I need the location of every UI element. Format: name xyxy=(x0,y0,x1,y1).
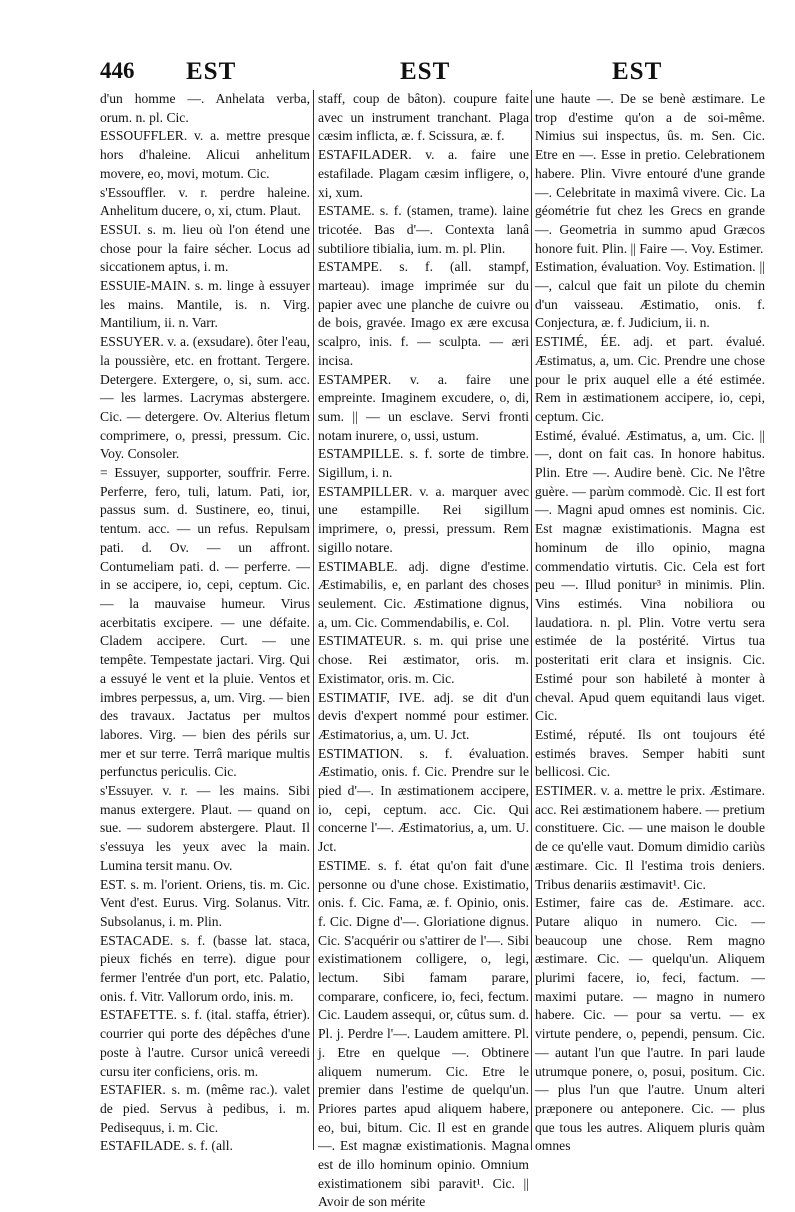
dictionary-entry: ESTIMER. v. a. mettre le prix. Æstimare. acc. Rei æstimationem habere. — pretium constituere. Cic. — une maison le double de ce qu'elle vaut. Domum dimidio cariùs æstimare. Cic. Il l'estima trois deniers. Tribus denariis æstimavit¹. Cic. xyxy=(535,783,765,892)
dictionary-entry: ESTAMPILLER. v. a. marquer avec une estampille. Rei sigillum imprimere, o, pressi, pressum. Rem sigillo notare. xyxy=(318,483,529,555)
dictionary-entry: EST. s. m. l'orient. Oriens, tis. m. Cic. Vent d'est. Eurus. Virg. Solanus. Vitr. Subsolanus, i. m. Plin. xyxy=(100,876,310,929)
dictionary-entry: ESTIMABLE. adj. digne d'estime. Æstimabilis, e, en parlant des choses seulement. Cic. Æstimatione dignus, a, um. Cic. Commendabilis, e. Col. xyxy=(318,558,529,630)
dictionary-entry: ESTAFETTE. s. f. (ital. staffa, étrier). courrier qui porte des dépêches d'une poste à l'autre. Cursor unicâ vereedi cursu iter conficiens, oris. m. xyxy=(100,1007,310,1079)
dictionary-entry: ESSUYER. v. a. (exsudare). ôter l'eau, la poussière, etc. en frottant. Tergere. Detergere. Extergere, o, si, sum. acc. — les larmes. Lacrymas abstergere. Cic. — detergere. Ov. Alterius fletum comprimere, o, pressi, pressum. Cic. Voy. Consoler. xyxy=(100,334,310,462)
dictionary-entry: ESTIMATEUR. s. m. qui prise une chose. Rei æstimator, oris. m. Existimator, oris. m. Cic. xyxy=(318,633,529,686)
dictionary-entry: s'Essuyer. v. r. — les mains. Sibi manus extergere. Plaut. — quand on sue. — sudorem abstergere. Plaut. Il s'essuya les yeux avec la main. Lumina tersit manu. Ov. xyxy=(100,783,310,873)
dictionary-entry: ESSUI. s. m. lieu où l'on étend une chose pour la faire sécher. Locus ad siccationem aptus, i. m. xyxy=(100,221,310,275)
dictionary-entry: d'un homme —. Anhelata verba, orum. n. pl. Cic. xyxy=(100,91,310,125)
dictionary-entry: ESSOUFFLER. v. a. mettre presque hors d'haleine. Alicui anhelitum movere, eo, movi, motum. Cic. xyxy=(100,128,310,181)
dictionary-entry: ESTACADE. s. f. (basse lat. staca, pieux fichés en terre). digue pour fermer l'entrée d'un port, etc. Palatio, onis. f. Vitr. Vallorum ordo, inis. m. xyxy=(100,932,310,1004)
dictionary-entry: ESTAFILADER. v. a. faire une estafilade. Plagam cæsim infligere, o, xi, xum. xyxy=(318,147,529,200)
dictionary-entry: ESTIMÉ, ÉE. adj. et part. évalué. Æstimatus, a, um. Cic. Prendre une chose pour le prix auquel elle a été estimée. Rem in æstimationem accipere, io, cepi, ceptum. Cic. xyxy=(535,334,765,424)
dictionary-entry: Estimation, évaluation. Voy. Estimation. || —, calcul que fait un pilote du chemin d'un vaisseau. Æstimatio, onis. f. Conjectura, æ. f. Judicium, ii. n. xyxy=(535,259,765,331)
dictionary-entry: ESTIMATION. s. f. évaluation. Æstimatio, onis. f. Cic. Prendre sur le pied d'—. In æstimationem accipere, io, cepi, ceptum. acc. Cic. Qui concerne l'—. Æstimatorius, a, um. U. Jct. xyxy=(318,745,529,855)
dictionary-entry: ESSUIE-MAIN. s. m. linge à essuyer les mains. Mantile, is. n. Virg. Mantilium, ii. n. Varr. xyxy=(100,278,310,331)
column-divider xyxy=(313,90,314,1150)
dictionary-entry: staff, coup de bâton). coupure faite avec un instrument tranchant. Plaga cæsim inflicta, æ. f. Scissura, æ. f. xyxy=(318,91,529,144)
column-divider xyxy=(531,90,532,1150)
running-head-left: EST xyxy=(186,58,237,85)
dictionary-entry: ESTAFIER. s. m. (même rac.). valet de pied. Servus à pedibus, i. m. Pedisequus, i. m. Cic. xyxy=(100,1082,310,1135)
dictionary-entry: une haute —. De se benè æstimare. Le trop d'estime qu'on a de soi-même. Nimius sui inspectus, ûs. m. Sen. Cic. Etre en —. Esse in pretio. Celebrationem habere. Plin. Vivre entouré d'une grande —. Celebritate in maximâ vivere. Cic. La géométrie fut chez les Grecs en grande —. Geometria in summo apud Græcos honore fuit. Plin. || Faire —. Voy. Estimer. xyxy=(535,91,765,256)
dictionary-entry: Estimer, faire cas de. Æstimare. acc. Putare aliquo in numero. Cic. — beaucoup une chose. Rem magno æstimare. Cic. — quelqu'un. Aliquem plurimi facere, io, feci, factum. — maximi putare. — magno in numero habere. Cic. — pour sa vertu. — ex virtute pendere, o, pependi, pensum. Cic. — autant l'un que l'autre. In pari laude utrumque ponere, o, posui, positum. Cic. — plus l'un que l'autre. Unum alteri præponere ou anteponere. Cic. — plus que tous les autres. Aliquem pluris quàm omnes xyxy=(535,895,765,1154)
column-center xyxy=(318,90,529,1210)
dictionary-entry: ESTAMPILLE. s. f. sorte de timbre. Sigillum, i. n. xyxy=(318,446,529,481)
running-head-right: EST xyxy=(612,58,663,85)
dictionary-entry: ESTIME. s. f. état qu'on fait d'une personne ou d'une chose. Existimatio, onis. f. Cic. Fama, æ. f. Opinio, onis. f. Cic. Digne d'—. Gloriatione dignus. Cic. S'acquérir ou s'attirer de l'—. Sibi existimationem colligere, o, legi, lectum. Sibi famam parare, comparare, conficere, io, feci, fectum. Cic. Laudem assequi, or, cûtus sum. d. Pl. j. Perdre l'—. Laudem amittere. Pl. j. Etre en quelque —. Obtinere aliquem numerum. Cic. Etre le premier dans l'estime de quelqu'un. Priores partes apud aliquem habere, eo, bui, bitum. Cic. Il est en grande —. Est magnæ existimationis. Magna est de illo hominum opinio. Omnium existimationem sibi paravit¹. Cic. || Avoir de son mérite xyxy=(318,857,529,1210)
column-right xyxy=(535,90,765,1160)
dictionary-entry: ESTAME. s. f. (stamen, trame). laine tricotée. Bas d'—. Contexta lanâ subtiliore tibialia, ium. m. pl. Plin. xyxy=(318,203,529,256)
column-left xyxy=(100,90,310,1160)
running-head-center: EST xyxy=(400,58,451,85)
dictionary-entry: s'Essouffler. v. r. perdre haleine. Anhelitum ducere, o, xi, ctum. Plaut. xyxy=(100,184,310,219)
dictionary-entry: = Essuyer, supporter, souffrir. Ferre. Perferre, fero, tuli, latum. Pati, ior, passus sum. d. Sustinere, eo, tinui, tentum. acc. — un refus. Repulsam pati. d. Ov. — un affront. Contumeliam pati. d. — perferre. — in se accipere, io, cepi, ceptum. Cic. — la mauvaise humeur. Virus acerbitatis excipere. — une défaite. Cladem accipere. Curt. — une tempête. Tempestate jactari. Virg. Qui a essuyé le vent et la pluie. Ventos et imbres perpessus, a, um. Virg. — bien des travaux. Jactatus per multos labores. Virg. — bien des périls sur mer et sur terre. Terrâ marique multis perfunctus periculis. Cic. xyxy=(100,465,310,780)
page-number: 446 xyxy=(100,58,135,83)
dictionary-entry: ESTAMPE. s. f. (all. stampf, marteau). image imprimée sur du papier avec une planche de cuivre ou de bois, gravée. Imago ex ære excusa scalpro, inis. f. — sculpta. — æri incisa. xyxy=(318,259,529,368)
dictionary-entry: Estimé, réputé. Ils ont toujours été estimés braves. Semper habiti sunt bellicosi. Cic. xyxy=(535,726,765,780)
dictionary-entry: ESTAMPER. v. a. faire une empreinte. Imaginem excudere, o, di, sum. || — un esclave. Servi fronti notam inurere, o, ussi, ustum. xyxy=(318,371,529,443)
dictionary-entry: ESTIMATIF, IVE. adj. se dit d'un devis d'expert nommé pour estimer. Æstimatorius, a, um. U. Jct. xyxy=(318,689,529,742)
dictionary-entry: Estimé, évalué. Æstimatus, a, um. Cic. || —, dont on fait cas. In honore habitus. Plin. Etre —. Audire benè. Cic. Ne l'être guère. — parùm commodè. Cic. Il est fort —. Magni apud omnes est nominis. Cic. Est magnæ existimationis. Magna est hominum de illo opinio, magna commendatio virtutis. Cic. Cela est fort peu —. Illud ponitur³ in minimis. Plin. Vins estimés. Vina nobiliora ou laudatiora. n. pl. Plin. Votre vertu sera estimée de la postérité. Virtus tua posteritati erit clara et insignis. Cic. Estimé pour son habileté à monter à cheval. Apud quem equitandi laus viget. Cic. xyxy=(535,427,765,724)
dictionary-entry: ESTAFILADE. s. f. (all. xyxy=(100,1138,233,1154)
